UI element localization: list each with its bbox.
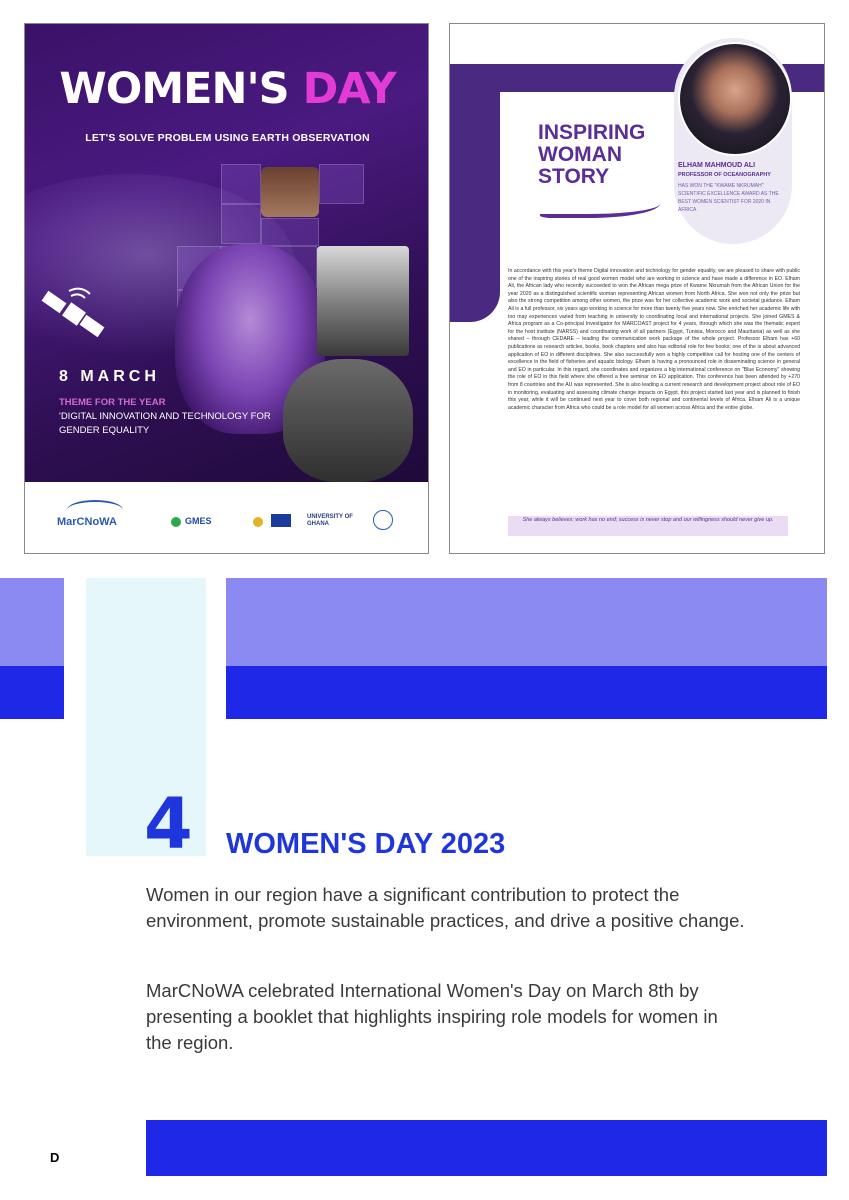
story-person-role: PROFESSOR OF OCEANOGRAPHY <box>678 172 771 178</box>
section-title: WOMEN'S DAY 2023 <box>226 828 506 860</box>
grid-cell <box>261 218 319 246</box>
university-logo: UNIVERSITY OF GHANA <box>307 514 353 527</box>
band-bottom <box>146 1120 827 1176</box>
story-heading-line: INSPIRING <box>538 121 646 144</box>
poster-title-white: WOMEN'S <box>59 64 289 114</box>
poster-theme-text: 'DIGITAL INNOVATION AND TECHNOLOGY FOR GENDER EQUALITY <box>59 411 271 436</box>
story-heading <box>538 122 645 188</box>
portrait-photo <box>678 42 792 156</box>
story-quote: She always believes: work has no end; success is never stop and our willingness should never give up. <box>508 516 788 536</box>
inspiring-woman-story-card <box>449 23 825 554</box>
portrait-right <box>317 246 409 356</box>
poster-logo-strip <box>25 482 429 554</box>
grid-cell <box>221 164 261 204</box>
story-body-text: In accordance with this year's theme Digital innovation and technology for gender equality, we are pleased to share with public one of the inspiring stories of real good women model who are working in science and have made a difference in EO. Elham Ali, the African lady who recently succeeded to won the African mega prize of Kwame Nkrumah from the African Union for the year 2020 as a distinguished scientific woman representing African women from North Africa. She won not only the prize but also the strong competition among other women, the prize was for her collective academic work and societal guidance. Elham Ali is a full professor, six years ago working in science for more than twenty five years now. She enriched her academic life with too may experiences varied from teaching in university to coordinating local and international projects. She joined GMES & Africa program as a Co-principal Investigator for MARCOAST project for 4 years, through which she was the thematic expert for the host institute (NARSS) and coordinating work of all partners (Egypt, Tunisia, Morocco and Mauritania) as well as she shared – through CEDARE – leading the communication work package of the whole project. Professor Elham has +60 publications as research articles, books, book chapters and also has editorial role for few books; one of the is about advanced application of EO in different disciplines. She also successfully won a highly competitive call for hosting one of the centers of excellence in the field of fisheries and aquatic biology. Elham is having a pronounced role in disseminating science in general and EO in particular. In this regard, she coordinates and organizes a big international conference on "Blue Economy" showing the role of EO in this field where she offered a free seminar on EO application. This conference has been attended by +270 from 8 countries and the AU was represented. She is also leading a current research and development project about role of EO in monitoring, evaluating and assessing climate change impacts on Egypt, this project started last year and is planned to finish this year, while it will be continued next year to cover both regional and continental levels of Africa. Elham Ali is a unique academic character from Africa who could be a role model for all women across Africa and the entire globe. <box>508 268 800 411</box>
story-left-shape <box>449 92 500 322</box>
poster-subtitle: LET'S SOLVE PROBLEM USING EARTH OBSERVATION <box>85 132 370 144</box>
partner-seal-icon <box>373 510 393 530</box>
band-dark-left <box>0 666 64 719</box>
au-logo-icon <box>253 517 263 527</box>
poster-title <box>25 64 429 114</box>
story-award-text: HAS WON THE "KWAME NKRUMAH" SCIENTIFIC EXCELLENCE AWARD AS THE BEST WOMEN SCIENTIST FOR 2020 IN AFRICA <box>678 183 779 213</box>
section-paragraph-2: MarCNoWA celebrated International Women's Day on March 8th by presenting a booklet that highlights inspiring role models for women in the region. <box>146 980 718 1053</box>
section-paragraph-1: Women in our region have a significant contribution to protect the environment, promote sustainable practices, and drive a positive change. <box>146 884 745 931</box>
band-light-left <box>0 578 64 666</box>
page-label: D <box>50 1150 60 1165</box>
poster-title-pink: DAY <box>302 64 396 114</box>
poster-date: 8 MARCH <box>59 368 160 385</box>
eu-flag-icon <box>271 514 291 527</box>
portrait-bottom <box>283 359 413 482</box>
band-dark-right <box>226 666 827 719</box>
section-number: 4 <box>144 783 193 865</box>
story-person-name: ELHAM MAHMOUD ALI <box>678 162 756 169</box>
marcnowa-logo: MarCNoWA <box>57 516 117 528</box>
womens-day-poster <box>24 23 429 554</box>
band-light-right <box>226 578 827 666</box>
story-heading-line: STORY <box>538 165 610 188</box>
grid-cell <box>319 164 364 204</box>
poster-artwork <box>25 24 429 482</box>
grid-cell <box>221 204 261 244</box>
story-body <box>508 268 800 412</box>
gmes-logo: GMES <box>185 516 212 526</box>
satellite-icon <box>41 286 111 346</box>
poster-theme-label: THEME FOR THE YEAR <box>59 397 166 408</box>
portrait-top <box>261 167 319 217</box>
story-heading-line: WOMAN <box>538 143 622 166</box>
gmes-logo-dot <box>171 517 181 527</box>
